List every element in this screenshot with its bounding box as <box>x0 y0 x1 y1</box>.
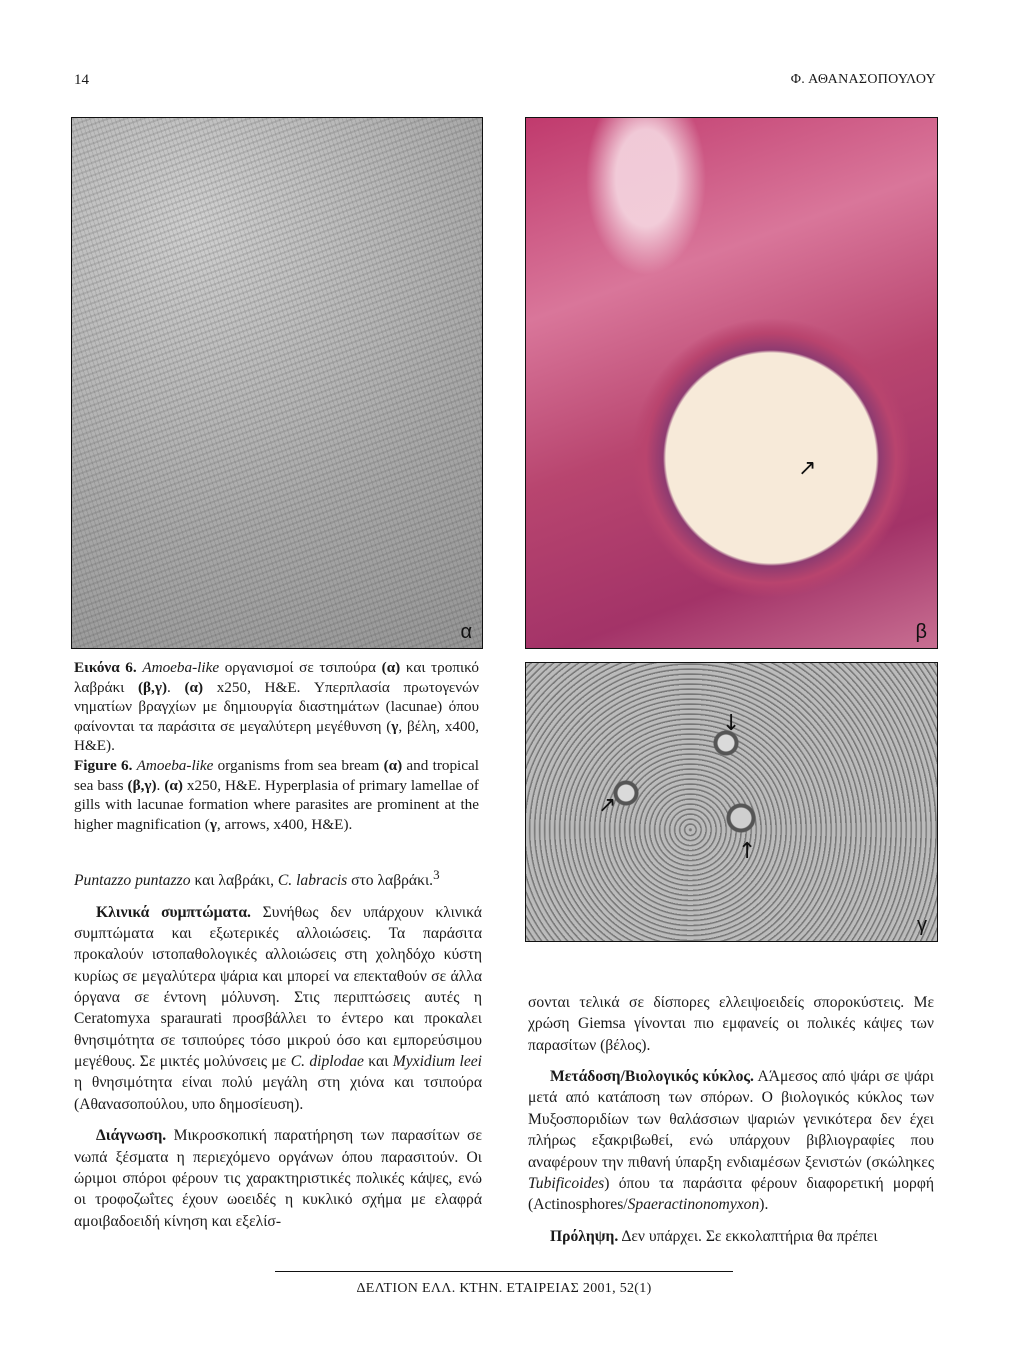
body-text: στο λαβράκι. <box>347 872 434 890</box>
left-column <box>74 866 482 1232</box>
caption-text: x250, H&E. Hyperplasia of primary lamellae of gills with lacunae formation where parasites are prominent at the higher magnification ( <box>74 776 479 833</box>
caption-panel-ref: (α) <box>383 757 403 775</box>
caption-italic: Amoeba-like <box>142 659 220 676</box>
section-heading: Πρόληψη. <box>550 1227 619 1245</box>
section-heading: Κλινικά συμπτώματα. <box>96 903 251 921</box>
panel-label-g: γ <box>917 914 927 936</box>
panel-label-a: α <box>460 621 472 643</box>
body-text: Μικροσκοπική παρατήρηση των παρασίτων σε νωπά ξέσματα η περιεχόμενο οργάνων όπου παρασιτούν. Οι ώριμοι σπόροι φέρουν τις χαρακτηριστικές πολικές κάψες, ενώ οι τροφοζωΐτες έχουν ωοειδές η κυκλικό σχήμα με ελαφρά αμοιβαδοειδή κίνηση και εξελίσ- <box>74 1127 482 1230</box>
body-text: Συνήθως δεν υπάρχουν κλινικά συμπτώματα και εξωτερικές αλλοιώσεις. Τα παράσιτα προκαλούν ιστοπαθολογικές αλλοιώσεις στη χοληδόχο κύστη κυρίως σε μεγαλύτερα ψάρια και μπορεί να επεκταθούν σε άλλα όργανα σε έντονη μόλυνση. Στις περιπτώσεις αυτές η Ceratomyxa sparaurati προσβάλλει το έντερο και προκαλει θνησιμότητα σε τσιπούρες τόσο μικρού όσο και εμπορεύσιμου μεγέθους. Σε μικτές μολύνσεις με <box>74 903 482 1071</box>
caption-english <box>74 756 479 834</box>
footer-divider <box>275 1271 733 1272</box>
caption-text: organisms from sea bream <box>213 757 384 775</box>
section-heading: Μετάδοση/Βιολογικός κύκλος. <box>550 1068 754 1086</box>
paragraph-continuation <box>528 992 934 1056</box>
body-text: ) όπου τα παράσιτα φέρουν διαφορετική μορφή (Actinosphores/ <box>528 1174 934 1214</box>
caption-text: , βέλη, x400, H&E). <box>74 717 479 755</box>
caption-label: Figure 6. <box>74 757 133 775</box>
arrow-ne-icon: ↗ <box>798 456 817 481</box>
body-text: ). <box>759 1196 769 1214</box>
body-text: ΑΆμεσος από ψάρι σε ψάρι μετά από κατάποση των σπόρων. Ο βιολογικός κύκλος των Μυξοσποριδίων των θαλάσσιων ψαριών γενικότερα δεν έχει πλήρως εξακριβωθεί, ενώ υπάρχουν βιβλιογραφίες που αναφέρουν την πιθανή ύπαρξη ενδιαμέσων ξενιστών (σκώληκες <box>528 1068 934 1171</box>
arrow-ne-icon: ↗ <box>598 793 617 818</box>
caption-panel-ref: γ <box>391 717 399 735</box>
figure-6g-micrograph <box>525 662 938 942</box>
caption-panel-ref: (β,γ) <box>127 776 157 794</box>
caption-panel-ref: (α) <box>164 776 183 794</box>
body-text: η θνησιμότητα είναι πολύ μεγάλη στη χιόνα και τσιπούρα (Αθανασοπούλου, υπο δημοσίευση). <box>74 1074 482 1113</box>
figure-6a-micrograph <box>71 117 483 649</box>
caption-text: . <box>167 678 185 696</box>
italic-term: Puntazzo puntazzo <box>74 872 191 890</box>
caption-label: Εικόνα 6. <box>74 659 137 676</box>
panel-label-b: β <box>915 621 927 643</box>
body-text: σονται τελικά σε δίσπορες ελλειψοειδείς σποροκύστεις. Με χρώση Giemsa γίνονται πιο εμφανείς οι πολικές κάψες των παρασίτων (βέλος). <box>528 994 934 1054</box>
caption-text: , arrows, x400, H&E). <box>216 815 353 833</box>
paragraph-transmission <box>528 1066 934 1216</box>
italic-term: C. diplodae <box>290 1053 364 1071</box>
section-heading: Διάγνωση. <box>96 1127 167 1145</box>
body-text: Δεν υπάρχει. Σε εκκολαπτήρια θα πρέπει <box>618 1227 878 1245</box>
arrow-down-icon: ↓ <box>722 711 741 736</box>
running-head: Φ. ΑΘΑΝΑΣΟΠΟΥΛΟΥ <box>790 72 936 87</box>
caption-text: . <box>156 776 165 794</box>
caption-panel-ref: (α) <box>184 678 204 696</box>
caption-panel-ref: (α) <box>381 659 401 676</box>
body-text: και λαβράκι, <box>190 872 278 890</box>
italic-term: C. labracis <box>277 872 348 890</box>
italic-term: Spaeractinonomyxon <box>627 1196 760 1214</box>
caption-text: and tropical sea bass <box>74 757 479 794</box>
caption-text: οργανισμοί σε τσιπούρα <box>219 659 382 676</box>
caption-greek <box>74 658 479 756</box>
caption-text: και τροπικό λαβράκι <box>74 659 479 696</box>
reference-superscript: 3 <box>433 867 440 882</box>
caption-italic: Amoeba-like <box>136 757 214 775</box>
caption-panel-ref: (β,γ) <box>137 678 168 696</box>
figure-caption <box>74 658 479 834</box>
italic-term: Myxidium leei <box>392 1053 482 1071</box>
page-number: 14 <box>74 72 89 88</box>
paragraph-prevention <box>528 1226 934 1247</box>
arrow-up-icon: ↑ <box>738 839 757 864</box>
figure-6b-micrograph <box>525 117 938 649</box>
paragraph-continuation <box>74 866 482 892</box>
journal-footer: ΔΕΛΤΙΟΝ ΕΛΛ. ΚΤΗΝ. ΕΤΑΙΡΕΙΑΣ 2001, 52(1) <box>356 1281 652 1296</box>
paragraph-clinical-signs <box>74 902 482 1116</box>
caption-text: x250, H&E. Υπερπλασία πρωτογενών νηματίων βραγχίων με δημιουργία διαστημάτων (lacunae) όπου φαίνονται τα παράσιτα σε μεγαλύτερη μεγέθυνση ( <box>74 678 480 735</box>
italic-term: Tubificoides <box>528 1174 605 1192</box>
body-text: και <box>363 1053 393 1071</box>
caption-panel-ref: γ <box>209 815 217 833</box>
right-column <box>528 992 934 1247</box>
paragraph-diagnosis <box>74 1125 482 1232</box>
